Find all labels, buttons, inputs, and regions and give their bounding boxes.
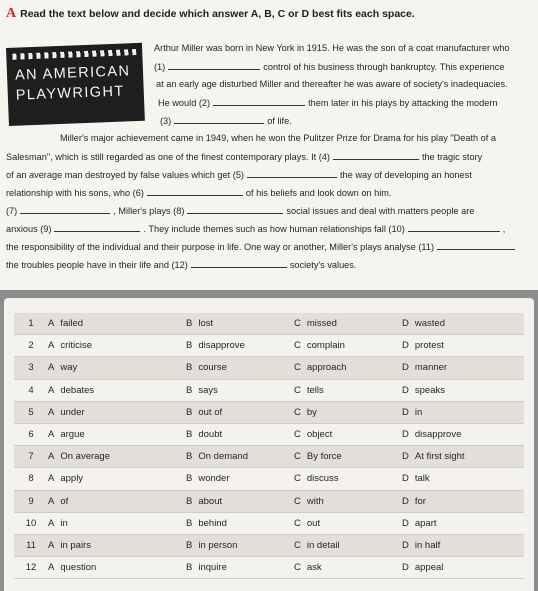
option-d[interactable] bbox=[402, 401, 524, 423]
option-text: out of bbox=[198, 406, 223, 418]
option-a[interactable] bbox=[48, 357, 186, 379]
gap-11[interactable] bbox=[437, 241, 515, 250]
option-letter: A bbox=[48, 406, 55, 418]
option-letter: D bbox=[402, 362, 409, 374]
option-b[interactable] bbox=[186, 446, 294, 468]
option-letter: A bbox=[48, 451, 55, 463]
option-row bbox=[14, 534, 524, 556]
option-letter: B bbox=[186, 562, 193, 574]
option-letter: A bbox=[48, 429, 55, 441]
option-letter: D bbox=[402, 318, 409, 330]
option-text: doubt bbox=[198, 429, 223, 441]
option-d[interactable] bbox=[402, 557, 524, 579]
option-letter: D bbox=[402, 517, 409, 529]
gap-10[interactable] bbox=[408, 223, 500, 232]
option-a[interactable] bbox=[48, 534, 186, 556]
option-text: ask bbox=[306, 562, 322, 574]
question-number-text: 6 bbox=[28, 429, 34, 441]
option-letter: C bbox=[294, 451, 301, 463]
question-number bbox=[14, 490, 48, 512]
option-text: complain bbox=[306, 340, 345, 352]
text-line: at an early age disturbed Miller and thereafter he was aware of society's inadequacies. bbox=[156, 79, 508, 89]
gap-12[interactable] bbox=[191, 259, 287, 268]
option-d[interactable] bbox=[402, 379, 524, 401]
option-a[interactable] bbox=[48, 379, 186, 401]
option-row bbox=[14, 379, 524, 401]
question-number bbox=[14, 423, 48, 445]
option-text: in bbox=[414, 406, 423, 418]
option-b[interactable] bbox=[186, 423, 294, 445]
option-text: in pairs bbox=[60, 539, 91, 551]
option-letter: A bbox=[48, 495, 55, 507]
question-number-text: 1 bbox=[28, 318, 34, 330]
text-line: Salesman", which is still regarded as one of the finest contemporary plays. It (4) the tragic story bbox=[6, 152, 483, 162]
option-letter: A bbox=[48, 340, 55, 352]
option-d[interactable] bbox=[402, 468, 524, 490]
title-banner bbox=[6, 43, 145, 126]
question-number-text: 9 bbox=[28, 495, 34, 507]
option-row bbox=[14, 335, 524, 357]
option-a[interactable] bbox=[48, 446, 186, 468]
gap-5[interactable] bbox=[247, 169, 337, 178]
option-c[interactable] bbox=[294, 357, 402, 379]
option-text: tells bbox=[306, 384, 324, 396]
option-letter: C bbox=[294, 340, 301, 352]
option-a[interactable] bbox=[48, 512, 186, 534]
option-text: By force bbox=[306, 451, 342, 463]
option-d[interactable] bbox=[402, 512, 524, 534]
option-letter: B bbox=[186, 340, 193, 352]
option-letter: C bbox=[294, 384, 301, 396]
question-number bbox=[14, 401, 48, 423]
options-table bbox=[14, 313, 524, 579]
question-number-text: 7 bbox=[28, 451, 34, 463]
question-number bbox=[14, 446, 48, 468]
option-letter: B bbox=[186, 318, 193, 330]
option-letter: B bbox=[186, 517, 193, 529]
option-c[interactable] bbox=[294, 490, 402, 512]
option-letter: B bbox=[186, 362, 193, 374]
banner-title-line2: PLAYWRIGHT bbox=[15, 83, 125, 104]
text-line: anxious (9) . They include themes such as how human relationships fall (10) , bbox=[6, 224, 506, 234]
option-text: says bbox=[198, 384, 218, 396]
text-line: the responsibility of the individual and their purpose in life. One way or another, Miller's plays analyse (11) bbox=[6, 241, 518, 253]
question-number-text: 11 bbox=[26, 539, 36, 551]
option-b[interactable] bbox=[186, 379, 294, 401]
option-text: criticise bbox=[60, 340, 93, 352]
question-number bbox=[14, 557, 48, 579]
option-text: in detail bbox=[306, 539, 340, 551]
text-line: He would (2) them later in his plays by attacking the modern bbox=[158, 98, 498, 108]
option-text: behind bbox=[198, 517, 227, 529]
option-row bbox=[14, 446, 524, 468]
question-number bbox=[14, 357, 48, 379]
instruction-text: Read the text below and decide which answer A, B, C or D best fits each space. bbox=[20, 8, 415, 20]
option-c[interactable] bbox=[294, 313, 402, 335]
option-letter: B bbox=[186, 451, 193, 463]
option-letter: C bbox=[294, 517, 301, 529]
option-letter: B bbox=[186, 495, 193, 507]
option-text: for bbox=[414, 495, 426, 507]
option-text: by bbox=[306, 406, 317, 418]
option-text: On average bbox=[60, 451, 110, 463]
instruction bbox=[6, 6, 415, 22]
option-letter: D bbox=[402, 539, 409, 551]
option-row bbox=[14, 490, 524, 512]
option-text: in person bbox=[198, 539, 238, 551]
text-line: relationship with his sons, who (6) of his beliefs and look down on him. bbox=[6, 188, 392, 198]
option-c[interactable] bbox=[294, 446, 402, 468]
option-d[interactable] bbox=[402, 357, 524, 379]
option-text: argue bbox=[60, 429, 85, 441]
option-letter: A bbox=[48, 384, 55, 396]
option-text: about bbox=[198, 495, 223, 507]
option-text: protest bbox=[414, 340, 444, 352]
option-d[interactable] bbox=[402, 490, 524, 512]
option-text: On demand bbox=[198, 451, 248, 463]
option-letter: C bbox=[294, 562, 301, 574]
option-letter: B bbox=[186, 473, 193, 485]
option-row bbox=[14, 313, 524, 335]
option-row bbox=[14, 512, 524, 534]
question-number-text: 3 bbox=[28, 362, 34, 374]
question-number bbox=[14, 468, 48, 490]
option-text: question bbox=[60, 562, 97, 574]
option-text: appeal bbox=[414, 562, 444, 574]
text-line: the troubles people have in their life and (12) society's values. bbox=[6, 260, 357, 270]
option-c[interactable] bbox=[294, 401, 402, 423]
exercise-letter: A bbox=[6, 6, 17, 21]
option-letter: C bbox=[294, 362, 301, 374]
option-text: course bbox=[198, 362, 227, 374]
option-text: approach bbox=[306, 362, 347, 374]
option-text: lost bbox=[198, 318, 214, 330]
option-text: speaks bbox=[414, 384, 445, 396]
option-a[interactable] bbox=[48, 335, 186, 357]
option-text: missed bbox=[306, 318, 337, 330]
option-text: object bbox=[306, 429, 333, 441]
option-letter: D bbox=[402, 384, 409, 396]
option-letter: B bbox=[186, 429, 193, 441]
option-a[interactable] bbox=[48, 468, 186, 490]
question-number bbox=[14, 313, 48, 335]
option-c[interactable] bbox=[294, 423, 402, 445]
option-letter: D bbox=[402, 340, 409, 352]
gap-1[interactable] bbox=[168, 61, 260, 70]
option-d[interactable] bbox=[402, 534, 524, 556]
gap-7[interactable] bbox=[20, 205, 110, 214]
option-text: talk bbox=[414, 473, 430, 485]
option-c[interactable] bbox=[294, 534, 402, 556]
option-letter: C bbox=[294, 473, 301, 485]
option-c[interactable] bbox=[294, 557, 402, 579]
option-c[interactable] bbox=[294, 379, 402, 401]
option-letter: A bbox=[48, 473, 55, 485]
question-number-text: 5 bbox=[28, 406, 34, 418]
option-d[interactable] bbox=[402, 335, 524, 357]
gap-6[interactable] bbox=[147, 187, 243, 196]
gap-8[interactable] bbox=[187, 205, 283, 214]
text-line: Miller's major achievement came in 1949, when he won the Pulitzer Prize for Drama for his play "Death of a bbox=[60, 133, 497, 143]
option-text: out bbox=[306, 517, 321, 529]
option-b[interactable] bbox=[186, 357, 294, 379]
question-number bbox=[14, 335, 48, 357]
option-a[interactable] bbox=[48, 423, 186, 445]
option-row bbox=[14, 423, 524, 445]
option-text: of bbox=[60, 495, 69, 507]
gap-9[interactable] bbox=[54, 223, 140, 232]
option-letter: D bbox=[402, 406, 409, 418]
option-text: At first sight bbox=[414, 451, 465, 463]
option-text: disapprove bbox=[414, 429, 462, 441]
option-text: wasted bbox=[414, 318, 445, 330]
question-number bbox=[14, 379, 48, 401]
question-number-text: 12 bbox=[25, 562, 37, 574]
option-text: debates bbox=[60, 384, 95, 396]
gap-2[interactable] bbox=[213, 97, 305, 106]
option-text: in bbox=[60, 517, 68, 529]
option-letter: B bbox=[186, 539, 193, 551]
option-letter: D bbox=[402, 473, 409, 485]
option-d[interactable] bbox=[402, 313, 524, 335]
option-letter: A bbox=[48, 517, 55, 529]
option-letter: A bbox=[48, 562, 55, 574]
option-text: under bbox=[60, 406, 85, 418]
option-text: failed bbox=[60, 318, 84, 330]
option-b[interactable] bbox=[186, 512, 294, 534]
text-line: (7) , Miller's plays (8) social issues and deal with matters people are bbox=[6, 206, 475, 216]
option-letter: A bbox=[48, 318, 55, 330]
option-b[interactable] bbox=[186, 401, 294, 423]
option-row bbox=[14, 357, 524, 379]
gap-4[interactable] bbox=[333, 151, 419, 160]
option-letter: C bbox=[294, 429, 301, 441]
option-text: inquire bbox=[198, 562, 227, 574]
option-text: manner bbox=[414, 362, 448, 374]
option-row bbox=[14, 468, 524, 490]
option-d[interactable] bbox=[402, 446, 524, 468]
option-d[interactable] bbox=[402, 423, 524, 445]
exercise-page-top bbox=[0, 0, 538, 290]
option-a[interactable] bbox=[48, 490, 186, 512]
text-line: Arthur Miller was born in New York in 1915. He was the son of a coat manufacturer who bbox=[154, 43, 510, 53]
option-b[interactable] bbox=[186, 490, 294, 512]
question-number-text: 8 bbox=[28, 473, 34, 485]
option-text: apply bbox=[60, 473, 84, 485]
banner-title-line1: AN AMERICAN bbox=[14, 63, 131, 84]
option-c[interactable] bbox=[294, 335, 402, 357]
question-number-text: 4 bbox=[28, 384, 34, 396]
option-letter: A bbox=[48, 362, 55, 374]
film-strip-decoration bbox=[12, 49, 136, 60]
option-text: discuss bbox=[306, 473, 339, 485]
option-text: apart bbox=[414, 517, 437, 529]
question-number-text: 10 bbox=[25, 517, 37, 529]
option-text: wonder bbox=[198, 473, 230, 485]
option-letter: D bbox=[402, 495, 409, 507]
question-number-text: 2 bbox=[28, 340, 34, 352]
option-letter: D bbox=[402, 562, 409, 574]
option-letter: D bbox=[402, 451, 409, 463]
option-c[interactable] bbox=[294, 468, 402, 490]
option-letter: A bbox=[48, 539, 55, 551]
option-letter: C bbox=[294, 318, 301, 330]
option-a[interactable] bbox=[48, 313, 186, 335]
option-letter: B bbox=[186, 384, 193, 396]
option-text: in half bbox=[414, 539, 441, 551]
option-c[interactable] bbox=[294, 512, 402, 534]
option-row bbox=[14, 401, 524, 423]
option-a[interactable] bbox=[48, 401, 186, 423]
option-b[interactable] bbox=[186, 313, 294, 335]
option-text: disapprove bbox=[198, 340, 245, 352]
option-text: way bbox=[60, 362, 78, 374]
question-number bbox=[14, 512, 48, 534]
text-line: (1) control of his business through bankruptcy. This experience bbox=[154, 62, 505, 72]
option-row bbox=[14, 557, 524, 579]
option-b[interactable] bbox=[186, 335, 294, 357]
option-letter: C bbox=[294, 495, 301, 507]
option-letter: B bbox=[186, 406, 193, 418]
option-b[interactable] bbox=[186, 534, 294, 556]
option-letter: D bbox=[402, 429, 409, 441]
option-text: with bbox=[306, 495, 324, 507]
option-letter: C bbox=[294, 539, 301, 551]
text-line: (3) of life. bbox=[160, 116, 292, 126]
question-number bbox=[14, 534, 48, 556]
option-letter: C bbox=[294, 406, 301, 418]
option-a[interactable] bbox=[48, 557, 186, 579]
option-b[interactable] bbox=[186, 468, 294, 490]
option-b[interactable] bbox=[186, 557, 294, 579]
text-line: of an average man destroyed by false values which get (5) the way of developing an honest bbox=[6, 170, 472, 180]
gap-3[interactable] bbox=[174, 115, 264, 124]
